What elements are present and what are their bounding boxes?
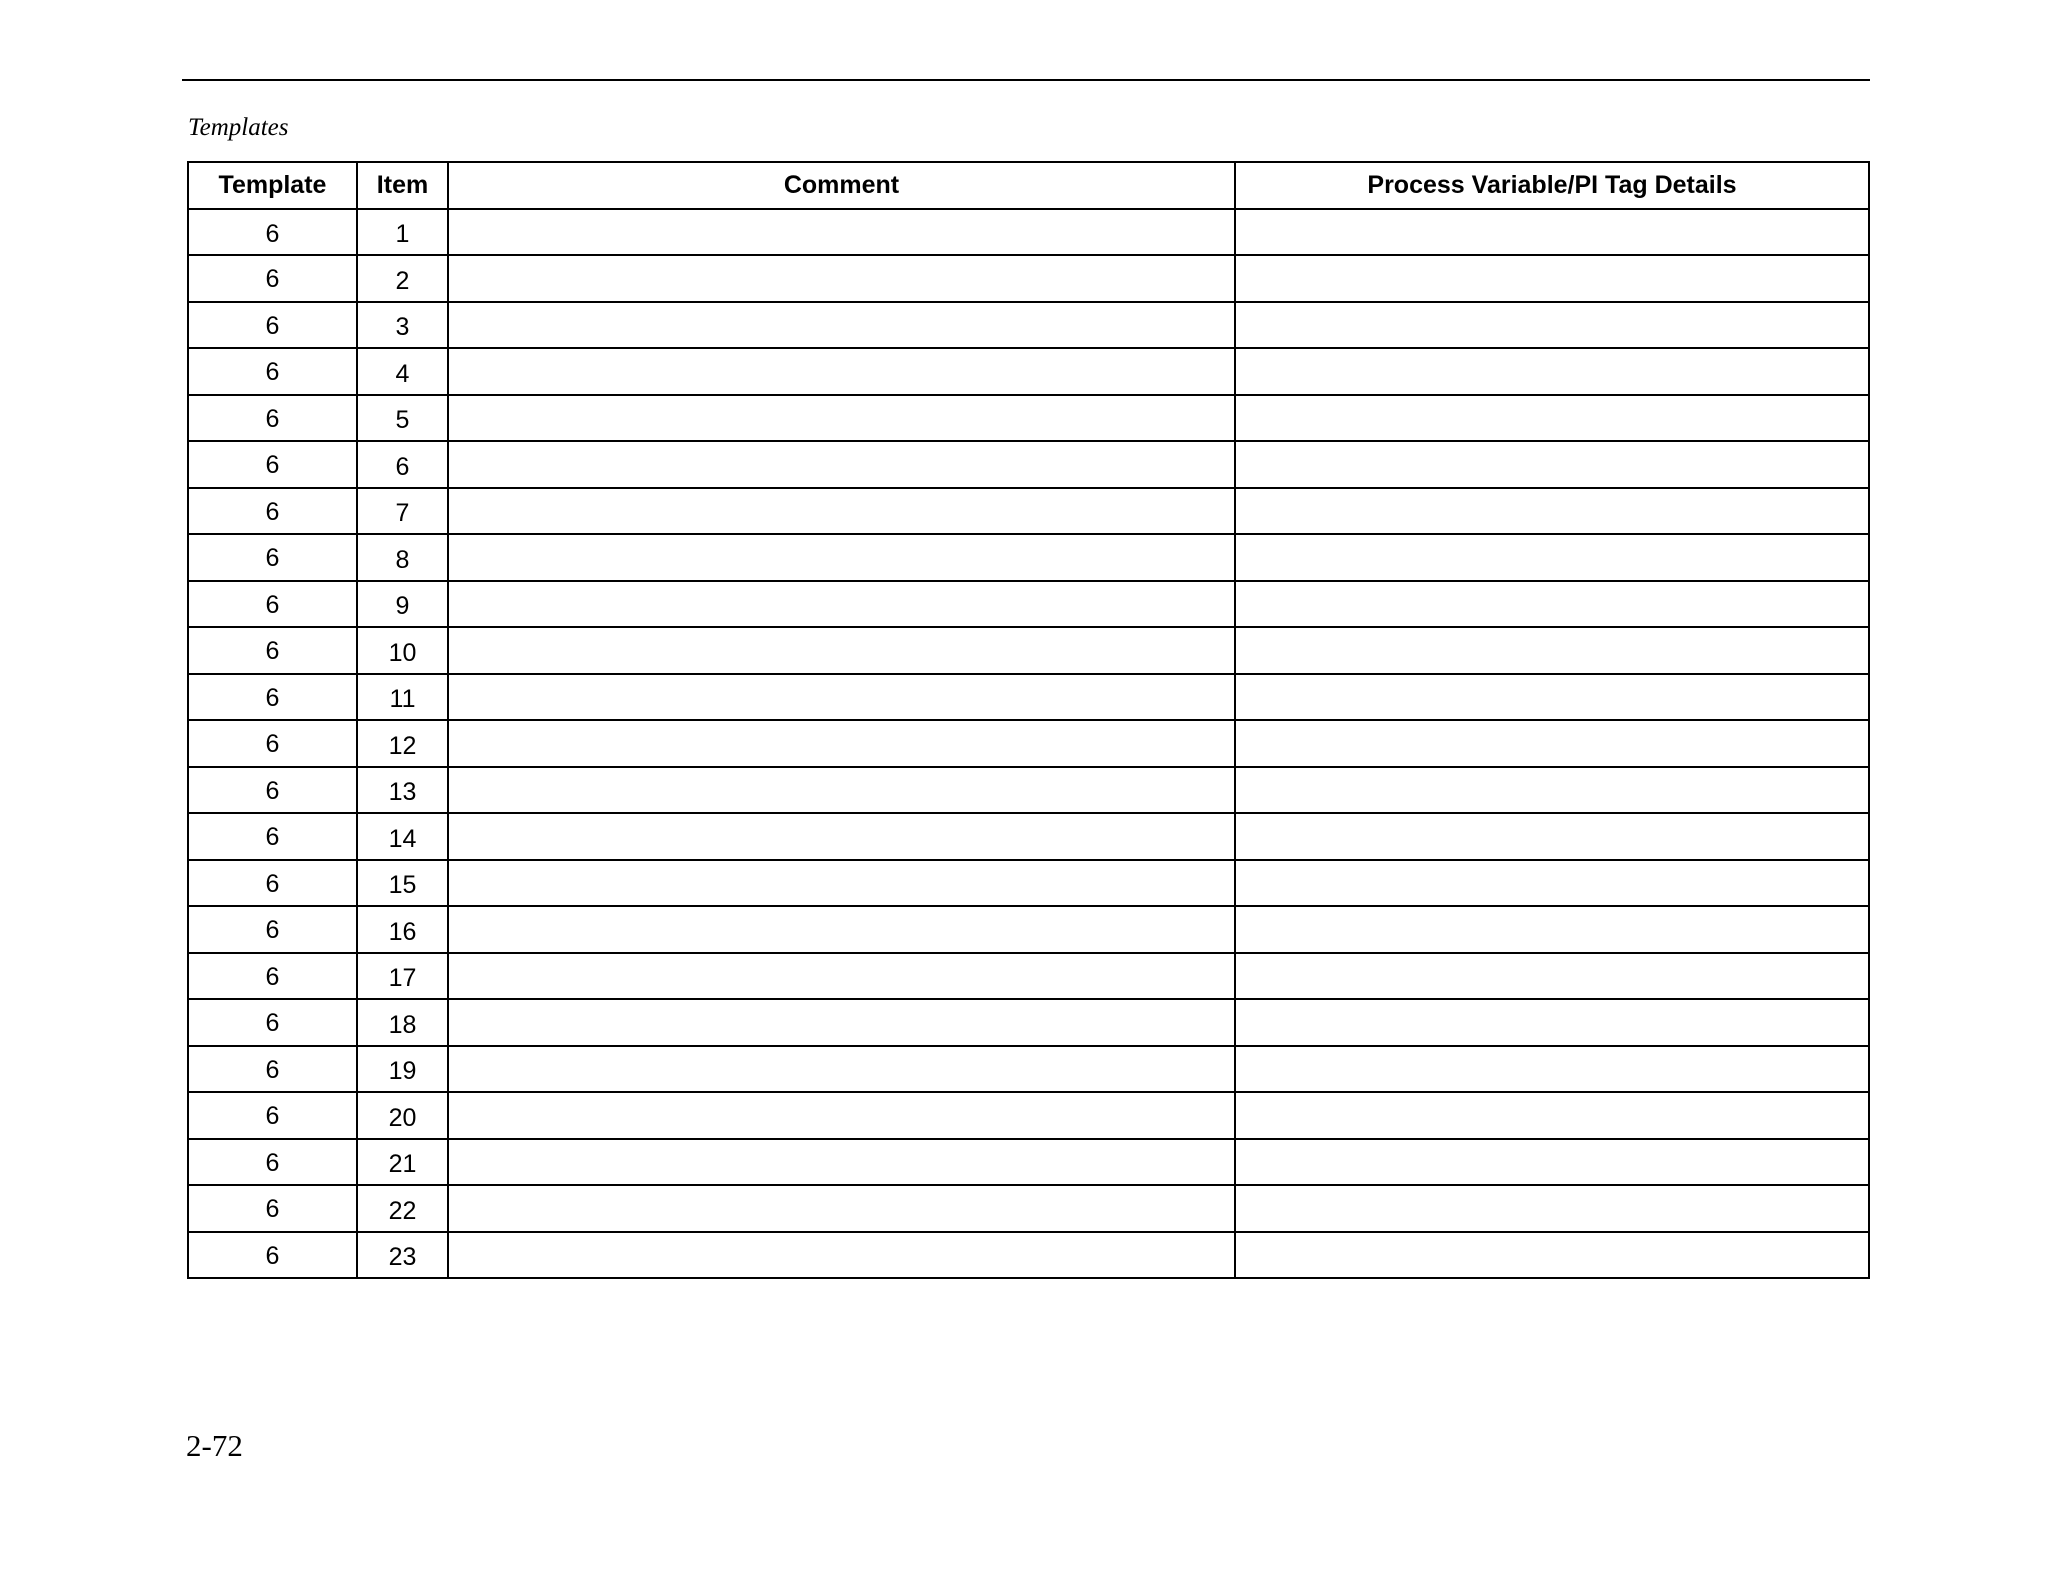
template-cell: 6 [188, 1185, 357, 1232]
table-row [188, 441, 1869, 488]
templates-table [187, 161, 1870, 1279]
table-row [188, 348, 1869, 395]
template-cell: 6 [188, 999, 357, 1046]
comment-cell [448, 255, 1235, 302]
comment-cell [448, 302, 1235, 349]
column-header-template: Template [188, 162, 357, 209]
template-cell: 6 [188, 1092, 357, 1139]
table-row [188, 1092, 1869, 1139]
table-header-row [188, 162, 1869, 209]
item-cell: 12 [357, 720, 448, 767]
comment-cell [448, 534, 1235, 581]
column-header-details: Process Variable/PI Tag Details [1235, 162, 1869, 209]
comment-cell [448, 627, 1235, 674]
template-cell: 6 [188, 395, 357, 442]
comment-cell [448, 953, 1235, 1000]
template-cell: 6 [188, 767, 357, 814]
comment-cell [448, 209, 1235, 256]
template-cell: 6 [188, 581, 357, 628]
comment-cell [448, 441, 1235, 488]
table-row [188, 1232, 1869, 1279]
details-cell [1235, 906, 1869, 953]
details-cell [1235, 1139, 1869, 1186]
template-cell: 6 [188, 209, 357, 256]
item-cell: 2 [357, 255, 448, 302]
details-cell [1235, 767, 1869, 814]
details-cell [1235, 488, 1869, 535]
details-cell [1235, 395, 1869, 442]
comment-cell [448, 1046, 1235, 1093]
item-cell: 8 [357, 534, 448, 581]
comment-cell [448, 906, 1235, 953]
details-cell [1235, 441, 1869, 488]
details-cell [1235, 999, 1869, 1046]
item-cell: 23 [357, 1232, 448, 1279]
item-cell: 14 [357, 813, 448, 860]
details-cell [1235, 1046, 1869, 1093]
details-cell [1235, 1092, 1869, 1139]
table-row [188, 581, 1869, 628]
item-cell: 10 [357, 627, 448, 674]
template-cell: 6 [188, 348, 357, 395]
details-cell [1235, 255, 1869, 302]
item-cell: 19 [357, 1046, 448, 1093]
template-cell: 6 [188, 720, 357, 767]
item-cell: 6 [357, 441, 448, 488]
template-cell: 6 [188, 1046, 357, 1093]
table-row [188, 1185, 1869, 1232]
item-cell: 15 [357, 860, 448, 907]
templates-table-container [187, 161, 1868, 1279]
details-cell [1235, 302, 1869, 349]
table-row [188, 674, 1869, 721]
template-cell: 6 [188, 906, 357, 953]
table-row [188, 534, 1869, 581]
details-cell [1235, 1232, 1869, 1279]
details-cell [1235, 627, 1869, 674]
table-row [188, 906, 1869, 953]
template-cell: 6 [188, 1139, 357, 1186]
column-header-item: Item [357, 162, 448, 209]
details-cell [1235, 720, 1869, 767]
template-cell: 6 [188, 302, 357, 349]
template-cell: 6 [188, 813, 357, 860]
comment-cell [448, 348, 1235, 395]
table-row [188, 953, 1869, 1000]
item-cell: 17 [357, 953, 448, 1000]
details-cell [1235, 1185, 1869, 1232]
table-row [188, 395, 1869, 442]
table-row [188, 488, 1869, 535]
comment-cell [448, 1139, 1235, 1186]
table-row [188, 627, 1869, 674]
template-cell: 6 [188, 441, 357, 488]
table-body [188, 209, 1869, 1279]
details-cell [1235, 534, 1869, 581]
item-cell: 16 [357, 906, 448, 953]
table-row [188, 999, 1869, 1046]
comment-cell [448, 720, 1235, 767]
item-cell: 4 [357, 348, 448, 395]
details-cell [1235, 953, 1869, 1000]
table-row [188, 302, 1869, 349]
comment-cell [448, 999, 1235, 1046]
comment-cell [448, 395, 1235, 442]
item-cell: 20 [357, 1092, 448, 1139]
item-cell: 5 [357, 395, 448, 442]
section-title: Templates [188, 114, 289, 141]
column-header-comment: Comment [448, 162, 1235, 209]
item-cell: 3 [357, 302, 448, 349]
template-cell: 6 [188, 255, 357, 302]
details-cell [1235, 813, 1869, 860]
comment-cell [448, 488, 1235, 535]
template-cell: 6 [188, 953, 357, 1000]
details-cell [1235, 348, 1869, 395]
table-row [188, 209, 1869, 256]
comment-cell [448, 1232, 1235, 1279]
details-cell [1235, 209, 1869, 256]
template-cell: 6 [188, 674, 357, 721]
table-row [188, 860, 1869, 907]
item-cell: 22 [357, 1185, 448, 1232]
template-cell: 6 [188, 1232, 357, 1279]
item-cell: 7 [357, 488, 448, 535]
table-row [188, 767, 1869, 814]
template-cell: 6 [188, 534, 357, 581]
item-cell: 21 [357, 1139, 448, 1186]
item-cell: 18 [357, 999, 448, 1046]
header-rule [182, 79, 1870, 81]
comment-cell [448, 767, 1235, 814]
comment-cell [448, 813, 1235, 860]
table-row [188, 1046, 1869, 1093]
item-cell: 11 [357, 674, 448, 721]
comment-cell [448, 1092, 1235, 1139]
item-cell: 9 [357, 581, 448, 628]
item-cell: 13 [357, 767, 448, 814]
comment-cell [448, 1185, 1235, 1232]
comment-cell [448, 674, 1235, 721]
template-cell: 6 [188, 860, 357, 907]
template-cell: 6 [188, 627, 357, 674]
comment-cell [448, 581, 1235, 628]
table-row [188, 1139, 1869, 1186]
page-number: 2-72 [186, 1428, 243, 1463]
details-cell [1235, 674, 1869, 721]
table-row [188, 255, 1869, 302]
template-cell: 6 [188, 488, 357, 535]
details-cell [1235, 581, 1869, 628]
table-row [188, 720, 1869, 767]
table-row [188, 813, 1869, 860]
item-cell: 1 [357, 209, 448, 256]
details-cell [1235, 860, 1869, 907]
comment-cell [448, 860, 1235, 907]
